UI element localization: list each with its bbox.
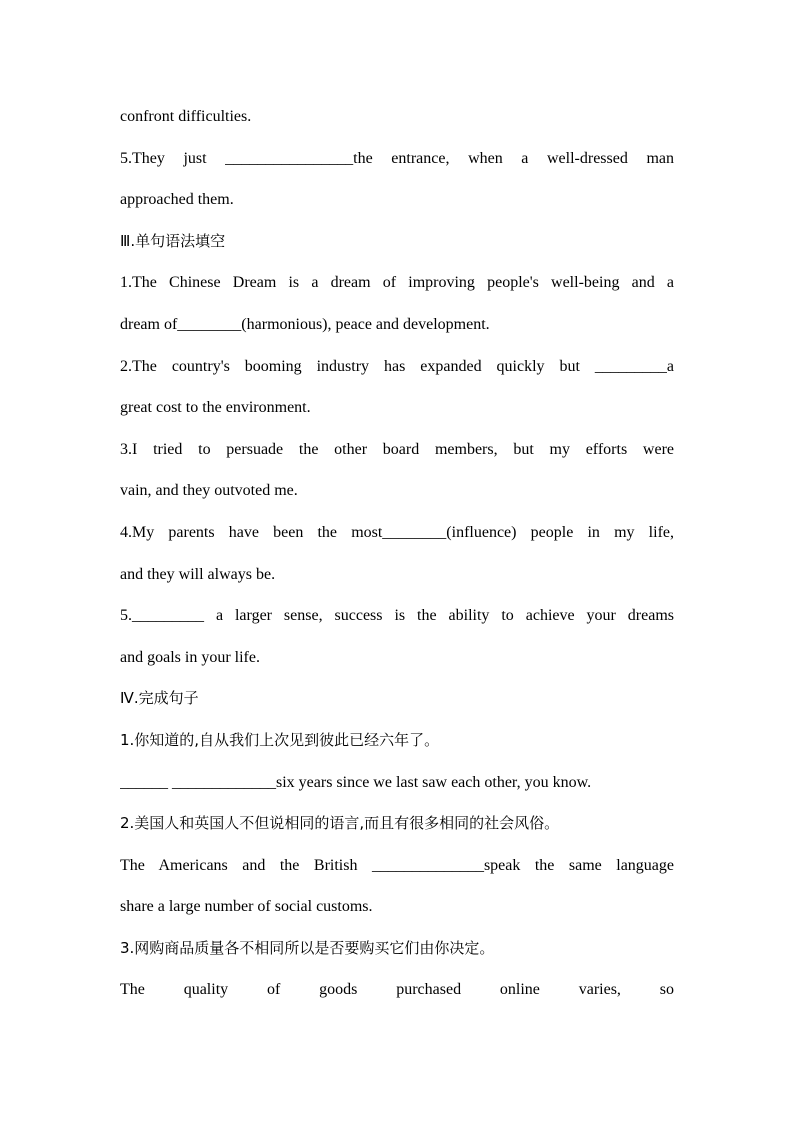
document-page bbox=[120, 96, 674, 1011]
text-line: 4.My parents have been the most________(influence) people in my life, bbox=[120, 523, 674, 541]
section-heading: Ⅲ.单句语法填空 bbox=[120, 231, 226, 250]
text-line: 2.美国人和英国人不但说相同的语言,而且有很多相同的社会风俗。 bbox=[120, 814, 560, 833]
text-line: The Americans and the British ______________speak the same language bbox=[120, 856, 674, 874]
section-heading: Ⅳ.完成句子 bbox=[120, 689, 199, 708]
text-line: 3.I tried to persuade the other board members, but my efforts were bbox=[120, 440, 674, 458]
text-line: and they will always be. bbox=[120, 565, 276, 583]
text-line: 5._________ a larger sense, success is the ability to achieve your dreams bbox=[120, 607, 674, 625]
text-line: and goals in your life. bbox=[120, 648, 260, 666]
text-line: 3.网购商品质量各不相同所以是否要购买它们由你决定。 bbox=[120, 938, 495, 957]
text-line: share a large number of social customs. bbox=[120, 898, 373, 916]
text-line: confront difficulties. bbox=[120, 108, 252, 125]
text-line: 5.They just ________________the entrance, when a well-dressed man bbox=[120, 149, 674, 167]
text-line: The quality of goods purchased online varies, so bbox=[120, 981, 674, 999]
text-line: approached them. bbox=[120, 191, 234, 209]
text-line: 2.The country's booming industry has expanded quickly but _________a bbox=[120, 357, 674, 375]
text-line: 1.The Chinese Dream is a dream of improving people's well-being and a bbox=[120, 274, 674, 292]
text-line: ______ _____________six years since we last saw each other, you know. bbox=[120, 773, 592, 791]
text-line: 1.你知道的,自从我们上次见到彼此已经六年了。 bbox=[120, 730, 440, 749]
text-line: great cost to the environment. bbox=[120, 399, 311, 417]
text-line: dream of________(harmonious), peace and development. bbox=[120, 315, 490, 333]
text-line: vain, and they outvoted me. bbox=[120, 482, 298, 500]
